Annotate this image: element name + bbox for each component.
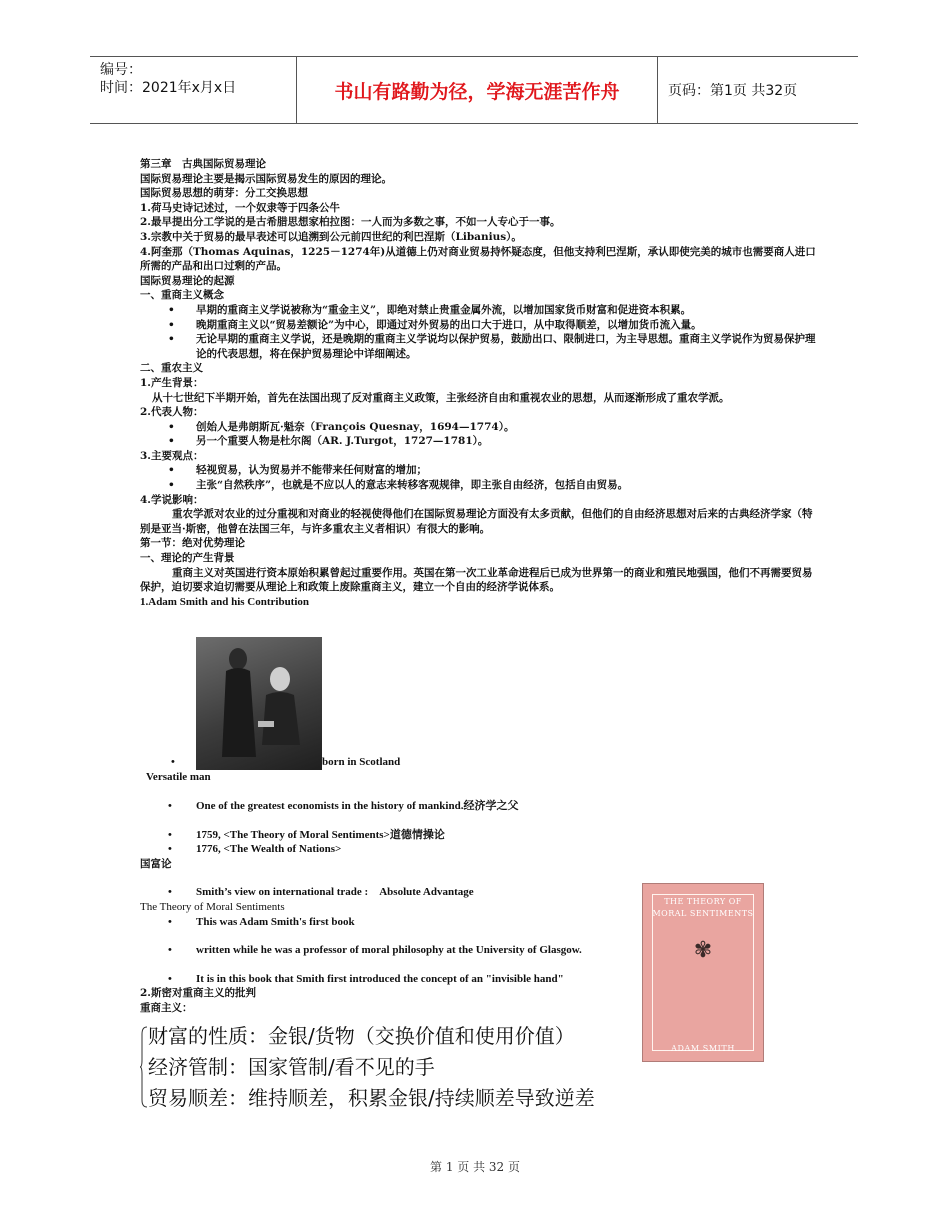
text-line: 2.最早提出分工学说的是古希腊思想家柏拉图：一人而为多数之事，不如一人专心于一事。 <box>140 216 561 229</box>
portrait-figures-icon <box>196 637 322 770</box>
text-line: 国富论 <box>140 857 172 870</box>
text-paragraph: 4.阿奎那（Thomas Aquinas，1225－1274年)从道德上仍对商业贸易持怀疑态度，但他支持利巴涅斯，承认即使完美的城市也需要商人进口所需的产品和出口过剩的产品。 <box>140 245 816 273</box>
big-text-line: 经济管制：国家管制/看不见的手 <box>148 1055 435 1079</box>
bullet-item: • It is in this book that Smith first introduced the concept of an "invisible hand" <box>140 972 820 987</box>
brace-icon <box>140 1026 148 1108</box>
book-title-line-1: THE THEORY OF <box>664 897 742 906</box>
text-paragraph: 从十七世纪下半期开始，首先在法国出现了反对重商主义政策，主张经济自由和重视农业的思想，从而逐渐形成了重农学派。 <box>152 391 730 404</box>
bullet-item: • written while he was a professor of moral philosophy at the University of Glasgow. <box>140 943 820 958</box>
text-line: 1.荷马史诗记述过，一个奴隶等于四条公牛 <box>140 201 340 214</box>
text-line: 重商主义： <box>140 1001 193 1014</box>
text-line: 国际贸易思想的萌芽：分工交换思想 <box>140 187 308 200</box>
time-label: 时间：2021年x月x日 <box>100 80 237 96</box>
header-left-cell <box>90 57 296 123</box>
bullet-item: • This was Adam Smith's first book <box>140 915 820 930</box>
text-line: 2.代表人物： <box>140 406 204 419</box>
page-footer: 第 1 页 共 32 页 <box>430 1160 520 1174</box>
document-body <box>140 157 820 609</box>
text-line: The Theory of Moral Sentiments <box>140 900 285 913</box>
big-text-line: 财富的性质：金银/货物（交换价值和使用价值） <box>148 1024 575 1048</box>
text-line: 国际贸易理论主要是揭示国际贸易发生的原因的理论。 <box>140 172 392 185</box>
versatile-man: Versatile man <box>146 771 211 783</box>
text-line: 3.主要观点： <box>140 449 204 462</box>
section-heading: 一、理论的产生背景 <box>140 552 235 565</box>
chapter-title: 第三章 古典国际贸易理论 <box>140 158 266 170</box>
book-author: ADAM SMITH <box>671 1044 735 1053</box>
section-heading: 第一节：绝对优势理论 <box>140 537 245 550</box>
bullet-item: • 无论早期的重商主义学说，还是晚期的重商主义学说均以保护贸易，鼓励出口、限制进口，为主导思想。重商主义学说作为贸易保护理论的代表思想，将在保护贸易理论中详细阐述。 <box>140 332 820 361</box>
big-text-line: 贸易顺差：维持顺差，积累金银/持续顺差导致逆差 <box>148 1086 595 1110</box>
bullet-item: • 早期的重商主义学说被称为“重金主义”，即绝对禁止贵重金属外流，以增加国家货币财富和促进资本积累。 <box>140 303 820 318</box>
text-line: 1.产生背景： <box>140 376 204 389</box>
bullet-item: • 1759, <The Theory of Moral Sentiments>道德情操论 <box>140 828 820 843</box>
text-line: 4.学说影响： <box>140 493 204 506</box>
book-cover-image <box>642 883 764 1062</box>
header-table <box>90 56 858 124</box>
book-cover-title <box>643 896 763 920</box>
motto: 书山有路勤为径，学海无涯苦作舟 <box>296 57 658 123</box>
bullet-item: • 另一个重要人物是杜尔阁（AR. J.Turgot，1727—1781）。 <box>140 434 820 449</box>
bullet-item: • 创始人是弗朗斯瓦·魁奈（François Quesnay，1694—1774）。 <box>140 420 820 435</box>
text-paragraph: 重农学派对农业的过分重视和对商业的轻视使得他们在国际贸易理论方面没有太多贡献，但他们的自由经济思想对后来的古典经济学家（特别是亚当·斯密，他曾在法国三年，与许多重农主义者相识）有很大的影响。 <box>140 508 813 535</box>
bullet-item: • One of the greatest economists in the history of mankind.经济学之父 <box>140 799 820 814</box>
book-title-line-2: MORAL SENTIMENTS <box>652 909 754 918</box>
bullet-item: • Smith’s view on international trade : Absolute Advantage <box>140 885 820 900</box>
bullet-item: • 1776, <The Wealth of Nations> <box>140 842 820 857</box>
bullet-marker: • <box>171 756 175 768</box>
bullet-item: • 晚期重商主义以“贸易差额论”为中心，即通过对外贸易的出口大于进口，从中取得顺差，以增加货币流入量。 <box>140 318 820 333</box>
text-paragraph: 重商主义对英国进行资本原始积累曾起过重要作用。英国在第一次工业革命进程后已成为世界第一的商业和殖民地强国，他们不再需要贸易保护，迫切要求迫切需要从理论上和政策上废除重商主义，建立一个自由的经济学说体系。 <box>140 566 813 594</box>
section-heading: 国际贸易理论的起源 <box>140 274 235 287</box>
serial-label: 编号： <box>100 62 142 78</box>
bullet-item: • 轻视贸易，认为贸易并不能带来任何财富的增加； <box>140 463 820 478</box>
adam-smith-photo <box>196 637 322 770</box>
section-heading: 一、重商主义概念 <box>140 289 224 302</box>
bullet-item: • 主张“自然秩序”，也就是不应以人的意志来转移客观规律，即主张自由经济，包括自由贸易。 <box>140 478 820 493</box>
text-line: 1.Adam Smith and his Contribution <box>140 595 310 608</box>
page-label: 页码：第1页 共32页 <box>668 83 798 99</box>
text-line: 2.斯密对重商主义的批判 <box>140 987 256 1000</box>
text-line: 3.宗教中关于贸易的最早表述可以追溯到公元前四世纪的利巴涅斯（Libanius）。 <box>140 230 522 243</box>
born-in-scotland: born in Scotland <box>322 756 401 768</box>
flower-icon: ✾ <box>693 938 713 963</box>
section-heading: 二、重农主义 <box>140 362 203 375</box>
